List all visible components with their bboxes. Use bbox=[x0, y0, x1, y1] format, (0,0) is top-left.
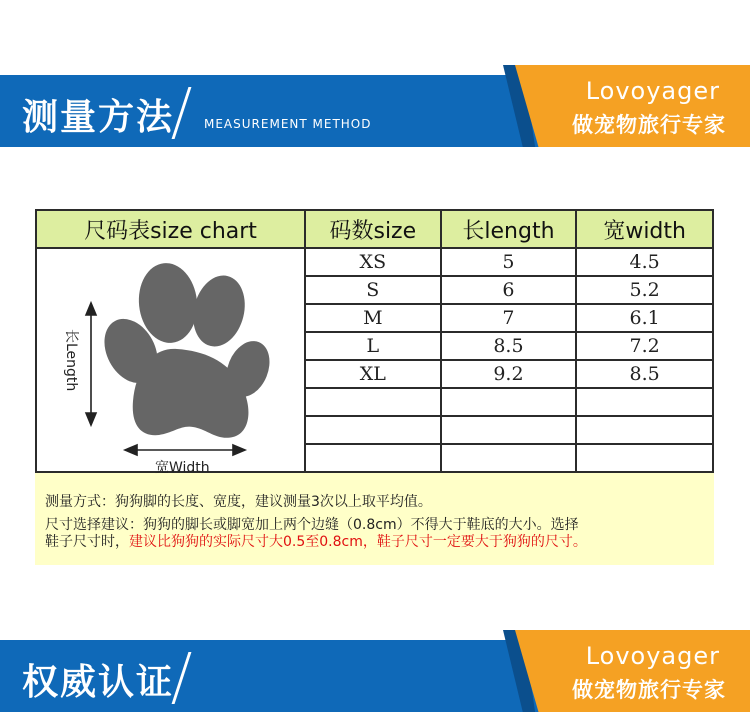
size-cell bbox=[305, 388, 441, 416]
section-subtitle: MEASUREMENT METHOD bbox=[204, 117, 372, 131]
width-label: 宽Width bbox=[155, 460, 210, 476]
width-cell bbox=[576, 416, 713, 444]
paw-diagram-cell bbox=[36, 248, 305, 476]
brand-name: Lovoyager bbox=[585, 642, 720, 670]
length-cell: 9.2 bbox=[441, 360, 577, 388]
header-length: 长length bbox=[441, 210, 577, 248]
note-size-advice-cont bbox=[45, 534, 715, 551]
paw-diagram bbox=[37, 249, 303, 485]
brand-name: Lovoyager bbox=[585, 77, 720, 105]
width-cell bbox=[576, 388, 713, 416]
brand-slogan: 做宠物旅行专家 bbox=[572, 113, 726, 137]
section-title: 测量方法 bbox=[22, 97, 175, 138]
size-cell: XS bbox=[305, 248, 441, 276]
size-cell bbox=[305, 416, 441, 444]
width-cell: 5.2 bbox=[576, 276, 713, 304]
width-cell bbox=[576, 444, 713, 472]
size-cell: M bbox=[305, 304, 441, 332]
length-cell: 7 bbox=[441, 304, 577, 332]
brand-slogan: 做宠物旅行专家 bbox=[572, 678, 726, 702]
paw-print-icon bbox=[94, 260, 278, 438]
table-header-row bbox=[36, 210, 713, 248]
width-cell: 7.2 bbox=[576, 332, 713, 360]
width-arrow-head-right bbox=[233, 445, 245, 455]
width-cell: 6.1 bbox=[576, 304, 713, 332]
length-cell bbox=[441, 388, 577, 416]
length-arrow-head-top bbox=[86, 303, 96, 315]
table-row bbox=[36, 248, 713, 276]
length-label: 长Length bbox=[63, 329, 79, 392]
width-cell: 4.5 bbox=[576, 248, 713, 276]
paw-toe bbox=[186, 270, 252, 352]
section-title: 权威认证 bbox=[22, 662, 175, 703]
size-cell bbox=[305, 444, 441, 472]
length-arrow-head-bottom bbox=[86, 413, 96, 425]
width-cell: 8.5 bbox=[576, 360, 713, 388]
top-banner bbox=[0, 75, 750, 147]
header-size: 码数size bbox=[305, 210, 441, 248]
length-cell: 5 bbox=[441, 248, 577, 276]
length-cell bbox=[441, 444, 577, 472]
size-chart-table bbox=[35, 209, 714, 476]
note-measure-method: 测量方式：狗狗脚的长度、宽度，建议测量3次以上取平均值。 bbox=[45, 494, 432, 510]
size-cell: S bbox=[305, 276, 441, 304]
size-cell: XL bbox=[305, 360, 441, 388]
note-size-advice: 尺寸选择建议：狗狗的脚长或脚宽加上两个边缝（0.8cm）不得大于鞋底的大小。选择 bbox=[45, 517, 579, 533]
width-arrow-head-left bbox=[125, 445, 137, 455]
size-chart-panel bbox=[35, 209, 714, 565]
length-cell: 6 bbox=[441, 276, 577, 304]
length-cell: 8.5 bbox=[441, 332, 577, 360]
header-width: 宽width bbox=[576, 210, 713, 248]
note-warning: 建议比狗狗的实际尺寸大0.5至0.8cm，鞋子尺寸一定要大于狗狗的尺寸。 bbox=[129, 534, 587, 550]
length-cell bbox=[441, 416, 577, 444]
bottom-banner bbox=[0, 640, 750, 712]
note-prefix: 鞋子尺寸时， bbox=[45, 534, 129, 550]
header-size-chart: 尺码表size chart bbox=[36, 210, 305, 248]
size-cell: L bbox=[305, 332, 441, 360]
measurement-notes bbox=[45, 494, 715, 551]
